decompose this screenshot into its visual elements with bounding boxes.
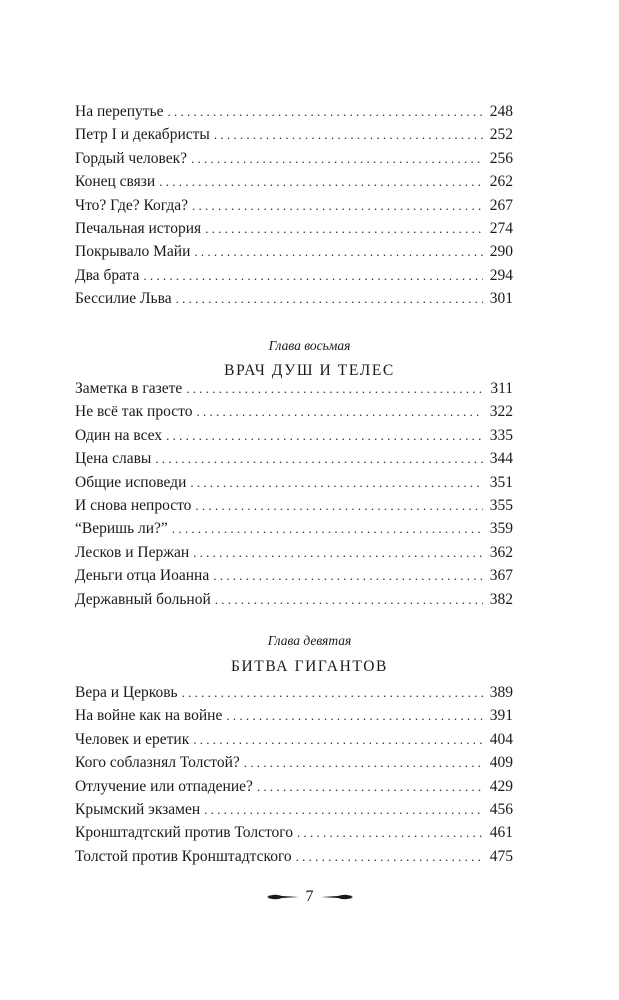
chapter-title: БИТВА ГИГАНТОВ: [230, 658, 388, 675]
toc-entry: Крымский экзамен . . . 456: [75, 801, 513, 824]
leader-dots: [192, 198, 483, 214]
toc-entry: На войне как на войне . . . 391: [75, 707, 513, 730]
toc-section-1: [75, 103, 513, 314]
leader-dots: [143, 268, 483, 284]
leader-dots: [194, 244, 483, 260]
leader-dots: [257, 779, 483, 795]
toc-entry: Цена славы . . . 344: [75, 450, 513, 473]
right-ornament-icon: [320, 892, 354, 902]
toc-entry: Печальная история . . . 274: [75, 220, 513, 243]
left-ornament-icon: [266, 892, 300, 902]
leader-dots: [193, 732, 483, 748]
toc-entry: Заметка в газете . . . 311: [75, 380, 513, 403]
leader-dots: [214, 127, 483, 143]
leader-dots: [168, 104, 483, 120]
toc-entry: Бессилие Льва . . . 301: [75, 290, 513, 313]
toc-section-chapter-8: [75, 380, 513, 614]
toc-entry: Два брата . . . 294: [75, 267, 513, 290]
toc-entry: Человек и еретик . . . 404: [75, 731, 513, 754]
leader-dots: [172, 521, 483, 537]
toc-entry: Лесков и Пержан . . . 362: [75, 544, 513, 567]
toc-entry: На перепутье . . . 248: [75, 103, 513, 126]
leader-dots: [155, 451, 483, 467]
toc-entry: Конец связи . . . 262: [75, 173, 513, 196]
chapter-label: Глава восьмая: [268, 338, 351, 353]
leader-dots: [205, 221, 483, 237]
toc-entry: Вера и Церковь . . . 389: [75, 684, 513, 707]
leader-dots: [297, 825, 483, 841]
page-number-footer: [0, 888, 619, 906]
leader-dots: [159, 174, 483, 190]
toc-entry: Не всё так просто . . . 322: [75, 403, 513, 426]
toc-entry: Что? Где? Когда? . . . 267: [75, 197, 513, 220]
leader-dots: [195, 498, 483, 514]
toc-entry: “Веришь ли?” . . . 359: [75, 520, 513, 543]
leader-dots: [176, 291, 483, 307]
leader-dots: [193, 545, 483, 561]
toc-section-chapter-9: [75, 684, 513, 871]
leader-dots: [191, 151, 483, 167]
leader-dots: [166, 428, 483, 444]
toc-entry: Кого соблазнял Толстой? . . . 409: [75, 754, 513, 777]
leader-dots: [226, 708, 483, 724]
toc-entry: Гордый человек? . . . 256: [75, 150, 513, 173]
leader-dots: [244, 755, 483, 771]
toc-entry: Деньги отца Иоанна . . . 367: [75, 567, 513, 590]
chapter-label: Глава девятая: [267, 633, 352, 648]
toc-entry: Общие исповеди . . . 351: [75, 474, 513, 497]
toc-entry: Покрывало Майи . . . 290: [75, 243, 513, 266]
toc-entry: Кронштадтский против Толстого . . . 461: [75, 824, 513, 847]
toc-entry: Державный больной . . . 382: [75, 591, 513, 614]
leader-dots: [215, 592, 483, 608]
leader-dots: [182, 685, 483, 701]
toc-entry: И снова непросто . . . 355: [75, 497, 513, 520]
toc-entry: Один на всех . . . 335: [75, 427, 513, 450]
toc-entry: Толстой против Кронштадтского . . . 475: [75, 848, 513, 871]
leader-dots: [296, 849, 483, 865]
toc-entry: Петр I и декабристы . . . 252: [75, 126, 513, 149]
leader-dots: [196, 404, 483, 420]
leader-dots: [190, 475, 483, 491]
chapter-title: ВРАЧ ДУШ И ТЕЛЕС: [224, 362, 395, 379]
page-number: 7: [305, 888, 314, 905]
leader-dots: [204, 802, 483, 818]
leader-dots: [186, 381, 483, 397]
toc-entry: Отлучение или отпадение? . . . 429: [75, 778, 513, 801]
leader-dots: [213, 568, 483, 584]
